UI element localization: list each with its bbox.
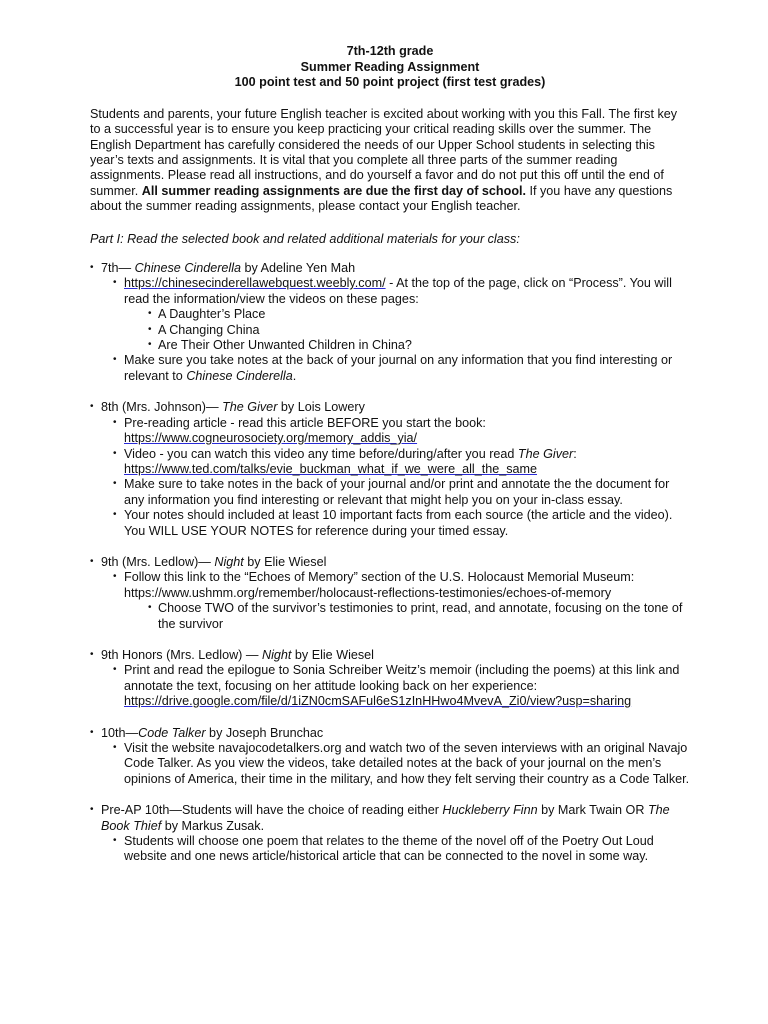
part-one-heading: Part I: Read the selected book and related additional materials for your class: (90, 231, 520, 246)
title-grade: 7th-12th grade (346, 44, 434, 58)
title-points: 100 point test and 50 point project (first test grades) (234, 75, 546, 90)
webquest-link[interactable]: https://chinesecinderellawebquest.weebly.com/ (124, 276, 386, 291)
section-9th-honors: • 9th Honors (Mrs. Ledlow) — Night by Elie Wiesel • Print and read the epilogue to Sonia Schreiber Weitz’s memoir (including the poems) at this link and annotate the text, focusing on her attitude looking back on her experience: https://drive.google.com/file/d/1iZN0cmSAFul6eS1zInHHwo4MvevA_Zi0/view?usp=sharing (90, 648, 690, 710)
list-item: • https://chinesecinderellawebquest.weebly.com/ - At the top of the page, click on “Process”. You will read the information/view the videos on these pages: • A Daughter’s Place • A Changing China • Are Their Other Unwanted Children in China? (101, 276, 690, 353)
article-link[interactable]: https://www.cogneurosociety.org/memory_addis_yia/ (124, 431, 418, 446)
section-7th: • 7th— Chinese Cinderella by Adeline Yen Mah • https://chinesecinderellawebquest.weebly.com/ - At the top of the page, click on “Process”. You will read the information/view the videos on these pages: • A Daughter’s Place • A Changing China • Are Their Other Unwanted Children in China? • Make sure you take notes at the back of your journal on any information that you find interesting or relevant to Chinese Cinderella. (90, 261, 690, 384)
intro-paragraph: Students and parents, your future English teacher is excited about working with you this Fall. The first key to a successful year is to ensure you keep practicing your critical reading skills over the summer. The English Department has carefully considered the needs of our Upper School students in selecting this year’s texts and assignments. It is vital that you complete all three parts of the summer reading assignments. Please read all instructions, and do yourself a favor and do not put this off until the end of summer. All summer reading assignments are due the first day of school. If you have any questions about the summer reading assignments, please contact your English teacher. (90, 106, 678, 214)
list-item: • Students will choose one poem that relates to the theme of the novel off of the Poetry Out Loud website and one news article/historical article that can be connected to the novel in some way. (101, 834, 690, 865)
memoir-link[interactable]: https://drive.google.com/file/d/1iZN0cmSAFul6eS1zInHHwo4MvevA_Zi0/view?usp=sharing (124, 694, 632, 709)
document-page (90, 44, 690, 865)
list-item: • Follow this link to the “Echoes of Memory” section of the U.S. Holocaust Memorial Museum: https://www.ushmm.org/remember/holocaust-reflections-testimonies/echoes-of-memory • Choose TWO of the survivor’s testimonies to print, read, and annotate, focusing on the tone of the survivor (101, 570, 690, 632)
list-item: • Video - you can watch this video any time before/during/after you read The Giver: https://www.ted.com/talks/evie_buckman_what_if_we_were_all_the_same (101, 447, 690, 478)
page-item: • A Changing China (124, 323, 690, 338)
section-10th: • 10th—Code Talker by Joseph Brunchac • Visit the website navajocodetalkers.org and watch two of the seven interviews with an original Navajo Code Talker. As you view the videos, take detailed notes at the back of your journal on the men’s opinions of America, their time in the military, and how they felt serving their country as a Code Talker. (90, 726, 690, 788)
title-assignment: Summer Reading Assignment (300, 59, 480, 74)
section-8th: • 8th (Mrs. Johnson)— The Giver by Lois Lowery • Pre-reading article - read this article BEFORE you start the book: https://www.cogneurosociety.org/memory_addis_yia/ • Video - you can watch this video any time before/during/after you read The Giver: https://www.ted.com/talks/evie_buckman_what_if_we_were_all_the_same • Make sure to take notes in the back of your journal and/or print and annotate the the document for any information you find interesting or relevant that might help you on your in-class essay. • Your notes should included at least 10 important facts from each source (the article and the video). You WILL USE YOUR NOTES for reference during your timed essay. (90, 400, 690, 539)
list-item: • Print and read the epilogue to Sonia Schreiber Weitz’s memoir (including the poems) at this link and annotate the text, focusing on her attitude looking back on her experience: https://drive.google.com/file/d/1iZN0cmSAFul6eS1zInHHwo4MvevA_Zi0/view?usp=sharing (101, 663, 690, 709)
page-item: • Are Their Other Unwanted Children in China? (124, 338, 690, 353)
list-item: • Choose TWO of the survivor’s testimonies to print, read, and annotate, focusing on the tone of the survivor (124, 601, 690, 632)
section-pre-ap-10th: • Pre-AP 10th—Students will have the choice of reading either Huckleberry Finn by Mark Twain OR The Book Thief by Markus Zusak. • Students will choose one poem that relates to the theme of the novel off of the Poetry Out Loud website and one news article/historical article that can be connected to the novel in some way. (90, 803, 690, 865)
list-item: • Make sure you take notes at the back of your journal on any information that you find interesting or relevant to Chinese Cinderella. (101, 353, 690, 384)
grade-list (90, 261, 690, 865)
list-item: • Pre-reading article - read this article BEFORE you start the book: https://www.cogneurosociety.org/memory_addis_yia/ (101, 416, 690, 447)
due-date-notice: All summer reading assignments are due the first day of school. (141, 183, 527, 198)
list-item: • Visit the website navajocodetalkers.org and watch two of the seven interviews with an original Navajo Code Talker. As you view the videos, take detailed notes at the back of your journal on the men’s opinions of America, their time in the military, and how they felt serving their country as a Code Talker. (101, 741, 690, 787)
list-item: • Make sure to take notes in the back of your journal and/or print and annotate the the document for any information you find interesting or relevant that might help you on your in-class essay. (101, 477, 690, 508)
list-item: • Your notes should included at least 10 important facts from each source (the article and the video). You WILL USE YOUR NOTES for reference during your timed essay. (101, 508, 690, 539)
page-item: • A Daughter’s Place (124, 307, 690, 322)
document-title (90, 44, 690, 91)
video-link[interactable]: https://www.ted.com/talks/evie_buckman_what_if_we_were_all_the_same (124, 461, 538, 476)
section-9th: • 9th (Mrs. Ledlow)— Night by Elie Wiesel • Follow this link to the “Echoes of Memory” section of the U.S. Holocaust Memorial Museum: https://www.ushmm.org/remember/holocaust-reflections-testimonies/echoes-of-memory • Choose TWO of the survivor’s testimonies to print, read, and annotate, focusing on the tone of the survivor (90, 555, 690, 632)
